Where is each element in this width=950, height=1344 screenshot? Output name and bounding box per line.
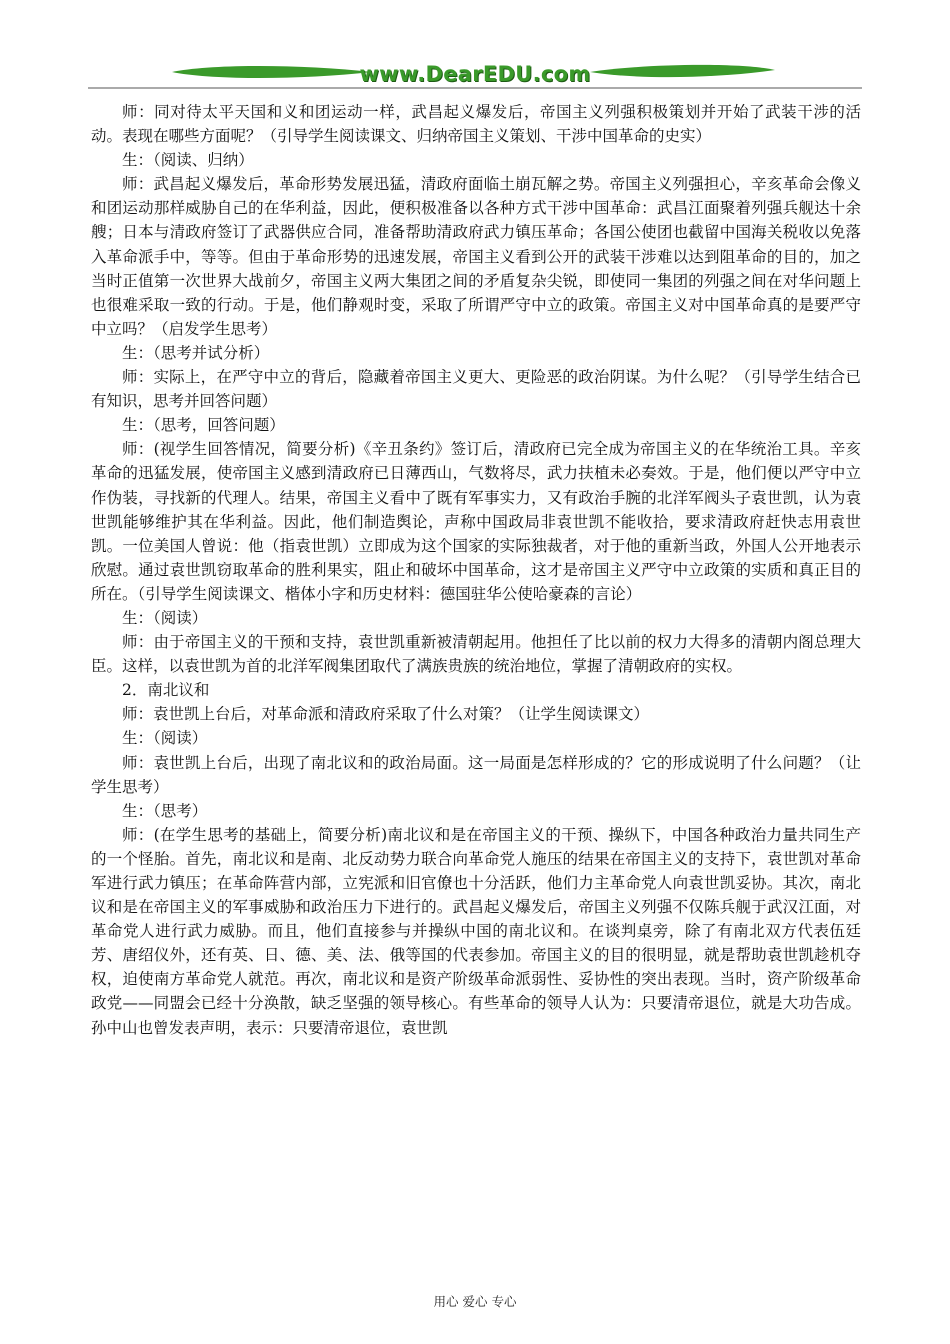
paragraph: 生：（思考，回答问题） — [122, 416, 285, 435]
paragraph: 生：（阅读） — [122, 729, 208, 748]
paragraph: 师：同对待太平天国和义和团运动一样，武昌起义爆发后，帝国主义列强积极策划并开始了武装干涉的活动。表现在哪些方面呢？（引导学生阅读课文、归纳帝国主义策划、干涉中国革命的史实） — [91, 103, 861, 146]
paragraph: 师：袁世凯上台后，出现了南北议和的政治局面。这一局面是怎样形成的？它的形成说明了什么问题？（让学生思考） — [91, 753, 861, 796]
paragraph: 师：(视学生回答情况，简要分析)《辛丑条约》签订后，清政府已完全成为帝国主义的在华统治工具。辛亥革命的迅猛发展，使帝国主义感到清政府已日薄西山，气数将尽，武力扶植未必奏效。于是，他们便以严守中立作伪装，寻找新的代理人。结果，帝国主义看中了既有军事实力，又有政治手腕的北洋军阀头子袁世凯，认为袁世凯能够维护其在华利益。因此，他们制造舆论，声称中国政局非袁世凯不能收拾，要求清政府赶快志用袁世凯。一位美国人曾说：他（指袁世凯）立即成为这个国家的实际独裁者，对于他的重新当政，外国人公开地表示欣慰。通过袁世凯窃取革命的胜利果实，阻止和破坏中国革命，这才是帝国主义严守中立政策的实质和真正目的所在。（引导学生阅读课文、楷体小字和历史材料：德国驻华公使哈豪森的言论） — [91, 440, 861, 603]
paragraph: 师：由于帝国主义的干预和支持，袁世凯重新被清朝起用。他担任了比以前的权力大得多的清朝内阁总理大臣。这样，以袁世凯为首的北洋军阀集团取代了满族贵族的统治地位，掌握了清朝政府的实权。 — [91, 633, 861, 676]
document-body — [91, 100, 861, 1040]
paragraph: 师：袁世凯上台后，对革命派和清政府采取了什么对策？（让学生阅读课文） — [122, 705, 650, 724]
site-brand-text: www.DearEDU.com — [359, 62, 591, 86]
section-heading: 2．南北议和 — [122, 681, 210, 700]
page-footer: 用心 爱心 专心 — [433, 1294, 517, 1309]
paragraph: 师：实际上，在严守中立的背后，隐藏着帝国主义更大、更险恶的政治阴谋。为什么呢？（引导学生结合已有知识，思考并回答问题） — [91, 368, 861, 411]
paragraph: 生：（阅读） — [122, 608, 208, 627]
site-header-banner — [0, 58, 950, 92]
paragraph: 师：武昌起义爆发后，革命形势发展迅猛，清政府面临土崩瓦解之势。帝国主义列强担心，辛亥革命会像义和团运动那样威胁自己的在华利益，因此，便积极准备以各种方式干涉中国革命：武昌江面聚着列强兵舰达十余艘；日本与清政府签订了武器供应合同，准备帮助清政府武力镇压革命；各国公使团也截留中国海关税收以免落入革命派手中，等等。但由于革命形势的迅速发展，帝国主义看到公开的武装干涉难以达到阻革命的目的，加之当时正值第一次世界大战前夕，帝国主义两大集团之间的矛盾复杂尖锐，即使同一集团的列强之间在对华问题上也很难采取一致的行动。于是，他们静观时变，采取了所谓严守中立的政策。帝国主义对中国革命真的是要严守中立吗？（启发学生思考） — [91, 175, 861, 338]
paragraph: 生：（思考） — [122, 801, 208, 820]
paragraph: 生：（思考并试分析） — [122, 343, 270, 362]
paragraph: 生：（阅读、归纳） — [122, 151, 254, 170]
paragraph: 师：(在学生思考的基础上，简要分析)南北议和是在帝国主义的干预、操纵下，中国各种政治力量共同生产的一个怪胎。首先，南北议和是南、北反动势力联合向革命党人施压的结果在帝国主义的支持下，袁世凯对革命军进行武力镇压；在革命阵营内部，立宪派和旧官僚也十分活跃，他们力主革命党人向袁世凯妥协。其次，南北议和是在帝国主义的军事威胁和政治压力下进行的。武昌起义爆发后，帝国主义列强不仅陈兵舰于武汉江面，对革命党人进行武力威胁。而且，他们直接参与并操纵中国的南北议和。在谈判桌旁，除了有南北双方代表伍廷芳、唐绍仪外，还有英、日、德、美、法、俄等国的代表参加。帝国主义的目的很明显，就是帮助袁世凯趁机夺权，迫使南方革命党人就范。再次，南北议和是资产阶级革命派弱性、妥协性的突出表现。当时，资产阶级革命政党——同盟会已经十分涣散，缺乏坚强的领导核心。有些革命的领导人认为：只要清帝退位，就是大功告成。孙中山也曾发表声明，表示：只要清帝退位，袁世凯 — [91, 825, 861, 1037]
